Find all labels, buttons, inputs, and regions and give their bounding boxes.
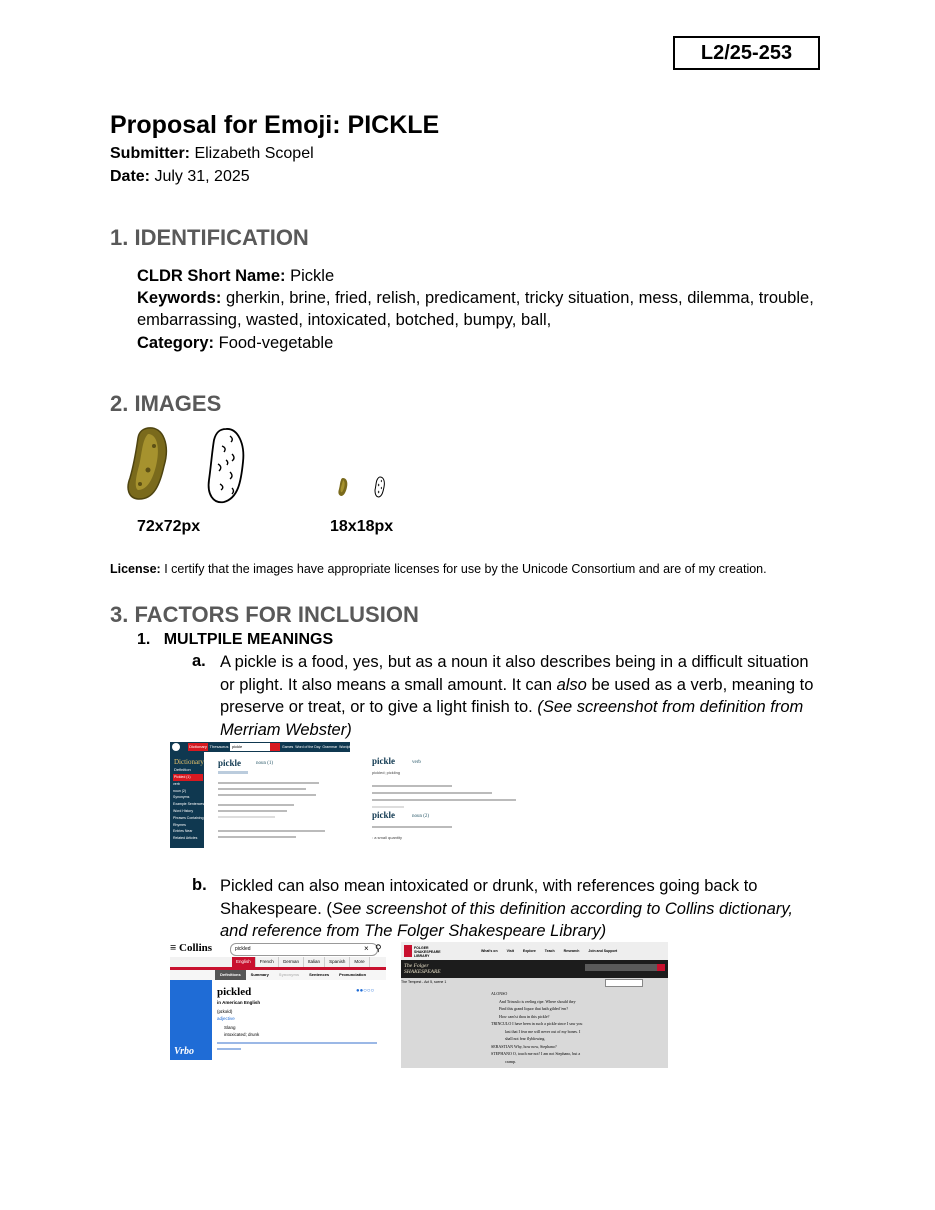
collins-logo-text: Collins — [179, 942, 213, 954]
category-label: Category: — [137, 334, 215, 352]
collins-search-input[interactable]: pickled — [230, 943, 378, 956]
pickle-color-72-icon — [124, 426, 172, 502]
mw-sidebar-item[interactable]: Example Sentences — [173, 802, 205, 807]
keywords-field — [137, 287, 817, 331]
mw-verb-lines — [372, 780, 532, 811]
collins-ad — [170, 980, 212, 1060]
item-b-text-1: Pickled can also mean intoxicated or drunk, with references going back to Shakespeare. ( — [220, 877, 758, 918]
folger-banner-title: The Folger SHAKESPEARE — [404, 963, 441, 975]
folger-line-3: How cam'st thou in this pickle? — [499, 1013, 550, 1019]
mw-logo — [172, 743, 180, 751]
collins-source-line-1 — [217, 1042, 377, 1044]
folger-line-4: I have been in such a pickle since I saw you — [512, 1021, 583, 1026]
collins-lang-tab[interactable]: More — [350, 957, 369, 967]
section-factors-heading: 3. FACTORS FOR INCLUSION — [110, 602, 419, 627]
pickle-outline-72-icon — [204, 426, 248, 506]
folger-breadcrumb: The Tempest - Act 5, scene 1 — [401, 980, 447, 984]
folger-speaker-alonso: ALONSO — [491, 991, 508, 996]
mw-pos-1: noun (1) — [256, 761, 274, 766]
collins-subtab[interactable]: Synonyms — [278, 972, 300, 977]
folger-speaker-sebastian: SEBASTIAN — [491, 1043, 514, 1049]
collins-screenshot — [170, 942, 386, 1060]
collins-word: pickled — [217, 986, 252, 998]
collins-search-icon[interactable]: ⚲ — [375, 943, 382, 953]
keywords-value: gherkin, brine, fried, relish, predicament, tricky situation, mess, dilemma, trouble, embarrassing, wasted, intoxicated, botched, bumpy, ball, — [137, 289, 814, 329]
folger-nav-item[interactable]: What's on — [481, 949, 498, 953]
collins-subtab[interactable]: Pronunciation — [339, 972, 367, 977]
item-a-text-1: A pickle is a food, yes, but as a noun it also describes being in a difficult situation or plight. It also means a small amount. It can — [220, 653, 809, 694]
mw-nav — [282, 743, 354, 751]
folger-brand: FOLGER SHAKESPEARE LIBRARY — [414, 946, 441, 958]
collins-subtabs — [215, 970, 371, 980]
mw-pron-bar — [218, 771, 248, 774]
item-a-text-2: be used as a verb, meaning to preserve or treat, or to give a light finish to. — [220, 675, 814, 716]
folger-nav-item[interactable]: Visit — [506, 949, 514, 953]
item-a-letter: a. — [192, 652, 206, 670]
collins-pron: (pɪkəld) — [217, 1009, 233, 1014]
folger-line-9: cramp. — [505, 1058, 516, 1064]
mw-nav-games[interactable]: Games — [282, 745, 294, 749]
mw-sidebar-item[interactable]: Related Articles — [173, 836, 198, 841]
keywords-label: Keywords: — [137, 289, 222, 307]
mw-def-3: : a small quantity — [372, 835, 403, 840]
factor-1-title: MULTPILE MEANINGS — [163, 631, 334, 648]
folger-logo — [404, 945, 412, 957]
folger-script — [491, 990, 661, 1065]
mw-search-button[interactable] — [270, 743, 280, 751]
folger-speaker-stephano: STEPHANO — [491, 1051, 512, 1056]
collins-subtab[interactable]: Definitions — [215, 970, 246, 980]
mw-word-1: pickle — [218, 758, 242, 768]
collins-ad-brand: Vrbo — [174, 1046, 195, 1057]
collins-variety: in American English — [217, 1000, 261, 1005]
date-value: July 31, 2025 — [154, 168, 250, 185]
license-text: I certify that the images have appropriate licenses for use by the Unicode Consortium and are of my creation. — [164, 562, 767, 576]
caption-18: 18x18px — [330, 518, 394, 535]
mw-screenshot-left — [170, 742, 354, 848]
license-label: License: — [110, 562, 161, 576]
mw-sidebar-sub: Definition — [174, 767, 191, 772]
mw-sidebar-item[interactable]: noun (2) — [173, 788, 187, 793]
mw-tab-thesaurus[interactable]: Thesaurus — [209, 744, 229, 749]
category-value: Food-vegetable — [218, 334, 334, 352]
mw-word-3: pickle — [372, 810, 396, 820]
folger-content — [401, 978, 668, 1068]
mw-sidebar-list — [173, 774, 203, 842]
mw-word-2: pickle — [372, 756, 396, 766]
mw-search-input[interactable]: pickle — [230, 743, 272, 751]
mw-sidebar — [170, 752, 204, 848]
collins-logo: ≡ Collins — [170, 942, 213, 954]
page-title: Proposal for Emoji: PICKLE — [110, 111, 440, 139]
pickle-color-18-icon — [337, 477, 349, 497]
collins-pos: adjective — [217, 1016, 235, 1021]
mw-noun2-line — [372, 826, 452, 828]
short-name-label: CLDR Short Name: — [137, 267, 286, 285]
factor-1-heading — [137, 631, 333, 649]
document-number: L2/25-253 — [673, 36, 820, 70]
submitter-value: Elizabeth Scopel — [194, 145, 314, 162]
mw-nav-wordplay[interactable]: Wordplay — [339, 745, 354, 749]
collins-lang-tab[interactable]: Italian — [304, 957, 325, 967]
mw-sidebar-item[interactable]: Rhymes — [173, 822, 186, 827]
folger-nav-item[interactable]: Join and Support — [588, 949, 618, 953]
section-images-heading: 2. IMAGES — [110, 391, 222, 416]
folger-speaker-trinculo: TRINCULO — [491, 1021, 512, 1026]
collins-lang-tab[interactable]: French — [256, 957, 279, 967]
collins-lang-tab[interactable]: Spanish — [325, 957, 350, 967]
mw-sidebar-item[interactable]: Synonyms — [173, 795, 190, 800]
collins-lang-tab[interactable]: German — [279, 957, 304, 967]
mw-pos-2: verb — [412, 760, 421, 765]
mw-sidebar-item[interactable]: Pickled (1) — [173, 774, 203, 781]
folger-nav-item[interactable]: Explore — [522, 949, 536, 953]
folger-search-input[interactable] — [585, 964, 657, 971]
mw-sidebar-item[interactable]: verb — [173, 781, 180, 786]
date-line — [110, 168, 250, 186]
folger-line-5: last that I fear me will never out of my bones. I — [505, 1028, 581, 1034]
factor-1-number: 1. — [137, 631, 151, 648]
category-field — [137, 332, 817, 354]
mw-forms-2: pickled; pickling — [372, 770, 401, 775]
mw-sidebar-item[interactable]: Entries Near — [173, 829, 193, 834]
short-name-value: Pickle — [290, 267, 335, 285]
collins-lang-tab[interactable]: English — [232, 957, 256, 967]
item-b-letter: b. — [192, 876, 207, 894]
folger-line-2: Find this grand liquor that hath gilded 'em? — [499, 1006, 569, 1011]
item-a-reference: (See screenshot from definition from Merriam Webster) — [220, 698, 804, 739]
folger-screenshot — [401, 942, 668, 1068]
folger-banner — [401, 960, 668, 978]
mw-nav-grammar[interactable]: Grammar — [322, 745, 338, 749]
mw-nav-wotd[interactable]: Word of the Day — [295, 745, 321, 749]
item-a-paragraph — [220, 651, 825, 741]
section-identification-heading: 1. IDENTIFICATION — [110, 225, 309, 250]
folger-jump-select[interactable] — [605, 979, 643, 987]
caption-72: 72x72px — [137, 518, 201, 535]
folger-nav-item[interactable]: Teach — [544, 949, 555, 953]
mw-sidebar-item[interactable]: Phrases Containing — [173, 815, 204, 820]
collins-def: intoxicated; drunk — [224, 1032, 260, 1037]
folger-nav-item[interactable]: Research — [563, 949, 580, 953]
collins-lang-tabs — [232, 957, 370, 967]
folger-line-7: Why, how now, Stephano? — [513, 1043, 557, 1049]
folger-search-button[interactable] — [657, 964, 665, 971]
folger-line-8: O, touch me not! I am not Stephano, but a — [512, 1051, 581, 1056]
short-name-field — [137, 265, 817, 287]
mw-screenshot-right — [370, 752, 550, 848]
submitter-label: Submitter: — [110, 145, 190, 162]
folger-line-1: And Trinculo is reeling ripe. Where should they — [499, 998, 576, 1004]
folger-header — [401, 942, 668, 960]
mw-sidebar-item[interactable]: Word History — [173, 808, 194, 813]
collins-label: Slang — [224, 1025, 236, 1030]
item-b-reference: See screenshot of this definition according to Collins dictionary, and reference from The Folger Shakespeare Library) — [220, 899, 793, 940]
item-b-paragraph — [220, 875, 825, 943]
item-a-emphasis: also — [556, 675, 587, 694]
mw-tab-dictionary[interactable]: Dictionary — [189, 744, 207, 749]
submitter-line — [110, 145, 314, 163]
folger-nav — [481, 949, 626, 953]
mw-pos-3: noun (2) — [412, 814, 430, 819]
mw-definition-lines — [218, 778, 344, 844]
collins-frequency-dots: ●●○○○ — [356, 988, 375, 994]
collins-clear-icon[interactable]: × — [364, 944, 369, 953]
license-line — [110, 562, 767, 576]
folger-line-6: shall not fear flyblowing. — [505, 1036, 546, 1041]
collins-source-line-2 — [217, 1048, 241, 1050]
date-label: Date: — [110, 168, 151, 185]
mw-sidebar-title: Dictionary — [174, 758, 204, 766]
collins-subtab[interactable]: Sentences — [309, 972, 330, 977]
collins-subtab[interactable]: Summary — [250, 972, 269, 977]
pickle-outline-18-icon — [374, 476, 386, 498]
